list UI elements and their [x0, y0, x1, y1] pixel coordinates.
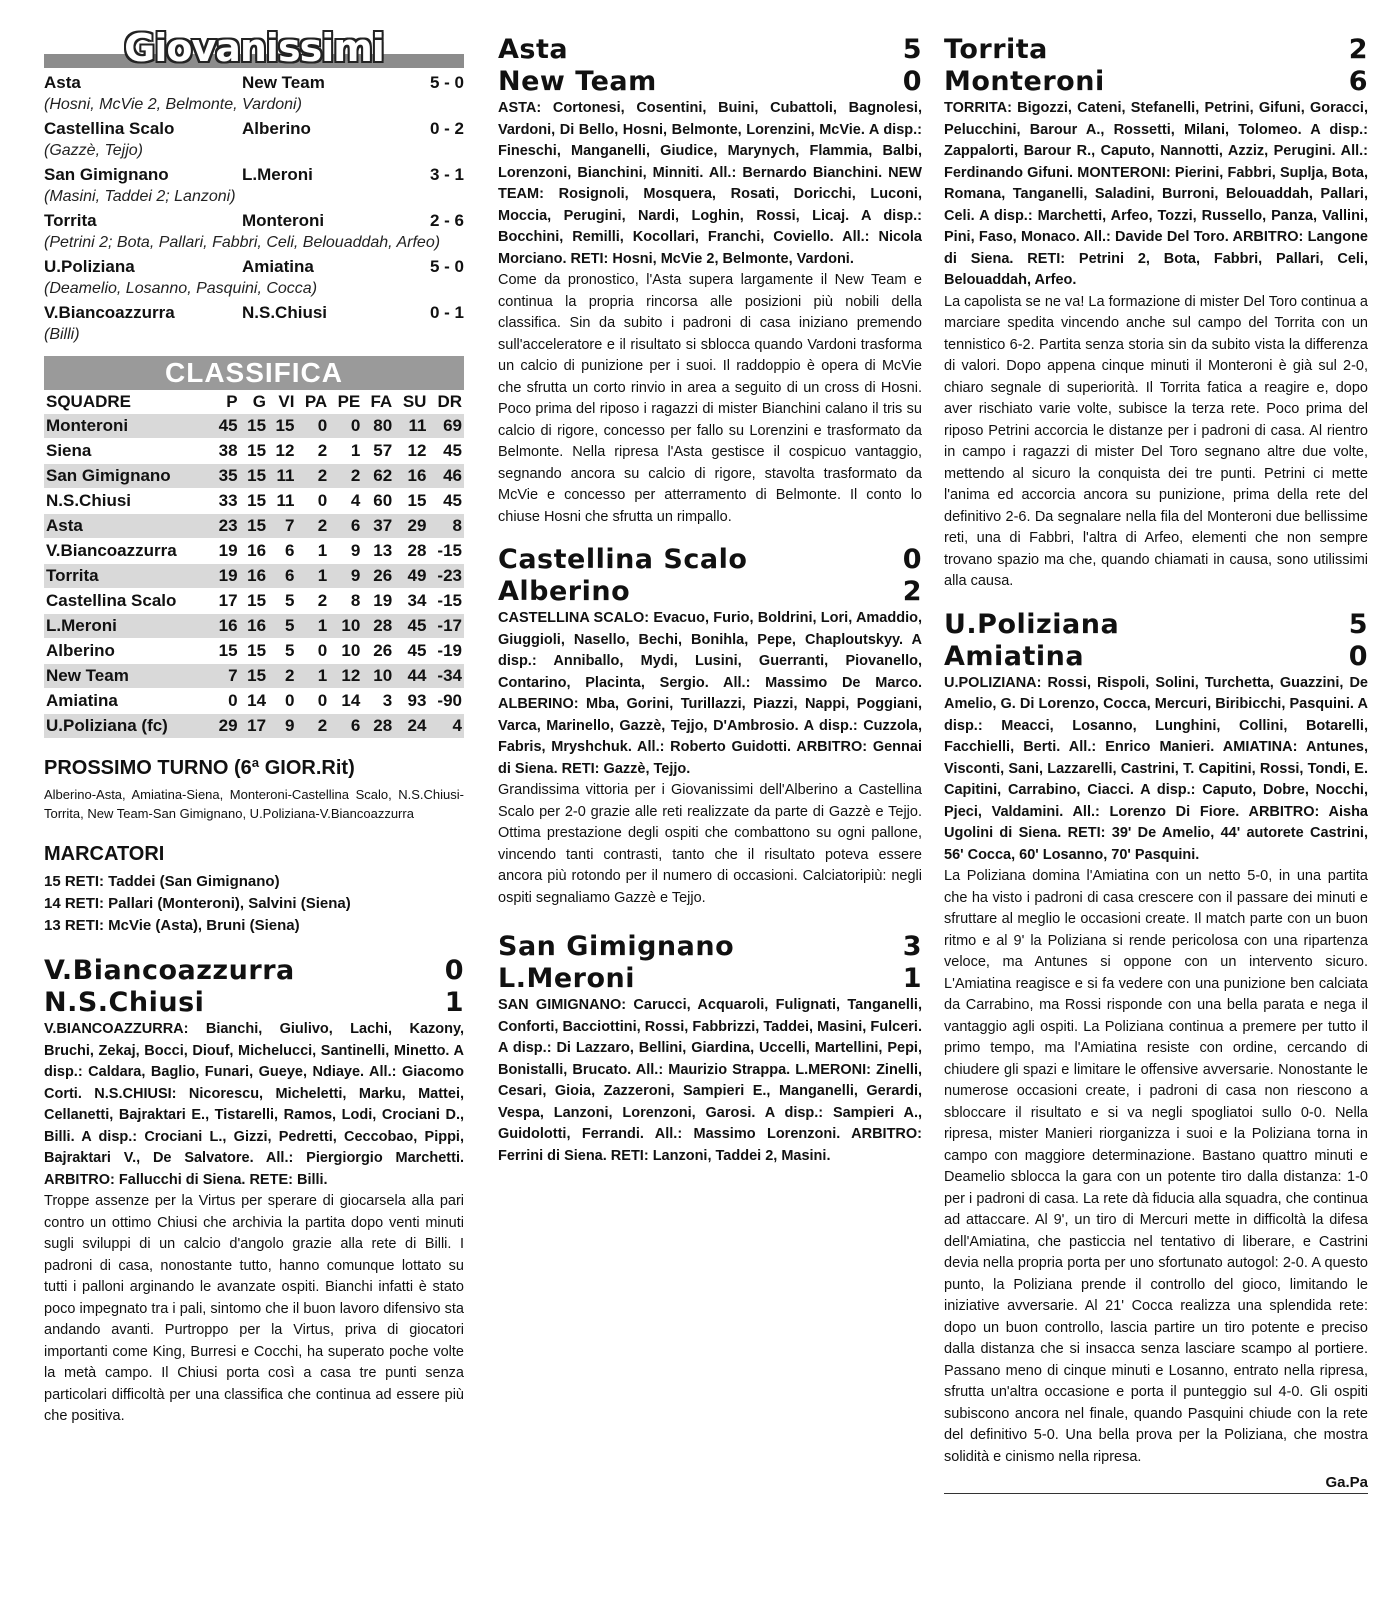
standings-cell: 80	[362, 414, 394, 439]
standings-cell: 2	[296, 464, 329, 489]
standings-cell: 9	[268, 714, 296, 739]
standings-cell: 26	[362, 564, 394, 589]
standings-cell: 45	[428, 439, 464, 464]
standings-header-cell: G	[252, 392, 267, 411]
standings-cell: 24	[394, 714, 428, 739]
standings-cell: 4	[329, 489, 362, 514]
match-away-goals: 1	[902, 963, 922, 994]
standings-row	[44, 664, 464, 689]
match-castellina-alberino	[498, 544, 922, 909]
standings-cell: 4	[428, 714, 464, 739]
standings-cell: 15	[240, 439, 268, 464]
standings-cell: 0	[296, 689, 329, 714]
standings-cell: 45	[394, 639, 428, 664]
standings-cell: 19	[211, 564, 239, 589]
result-home: San Gimignano	[44, 165, 169, 184]
standings-cell: 15	[240, 464, 268, 489]
match-report: Come da pronostico, l'Asta supera largamente il New Team e continua la propria rincorsa alle posizioni più nobili della classifica. Sin da subito i padroni di casa iniziano premendo sull'acceleratore e il risultato si sblocca quando Vardoni trasforma un calcio di punizione per i suoi. Il raddoppio è opera di McVie che sfrutta un corto rinvio in area a seguito di un cross di Hosni. Poco prima del riposo i ragazzi di mister Bianchini calano il tris su calcio di rigore, concesso per fallo su Lorenzini e trasformato da Belmonte. Nella ripresa l'Asta gestisce il cospicuo vantaggio, segnando ancora su calcio di rigore, stavolta trasformato da McVie e concesso per atterramento di Belmonte. Il conto lo chiuse Hosni che sfrutta un rimpallo.	[498, 272, 922, 525]
match-away-team: Amiatina	[944, 640, 1085, 672]
standings-row	[44, 714, 464, 739]
standings-row	[44, 614, 464, 639]
prossimo-turno-title: PROSSIMO TURNO (6ª GIOR.Rit)	[44, 757, 355, 779]
standings-cell: 11	[268, 464, 296, 489]
standings-cell: 46	[428, 464, 464, 489]
standings-row	[44, 514, 464, 539]
standings-cell: 0	[296, 414, 329, 439]
match-home-team: U.Poliziana	[944, 608, 1120, 640]
standings-row	[44, 564, 464, 589]
match-home-team: Torrita	[944, 34, 1048, 65]
match-biancoazzurra-chiusi	[44, 955, 464, 1428]
match-home-goals: 5	[902, 34, 922, 65]
result-scorers: (Petrini 2; Bota, Pallari, Fabbri, Celi, Belouaddah, Arfeo)	[44, 234, 441, 251]
match-formations: ASTA: Cortonesi, Cosentini, Buini, Cubattoli, Bagnolesi, Vardoni, Di Bello, Hosni, Belmonte, Lorenzini, McVie. A disp.: Fineschi, Manganelli, Giudice, Marynych, Flammia, Balbi, Lorenzoni, Bianchini, Minniti. All.: Bernardo Bianchini. NEW TEAM: Rosignoli, Mosquera, Rosati, Doricchi, Luconi, Moccia, Perugini, Nardi, Loghin, Rossi, Licaj. A disp.: Bocchini, Remilli, Kocollari, Franchi, Coviello. All.: Nicola Morciano. RETI: Hosni, McVie 2, Belmonte, Vardoni.	[498, 100, 922, 267]
standings-cell: 1	[329, 439, 362, 464]
result-row	[44, 210, 464, 232]
match-report: Grandissima vittoria per i Giovanissimi dell'Alberino a Castellina Scalo per 2-0 grazie alle reti realizzate da parte di Gazzè e Tejjo. Ottima prestazione degli ospiti che combattono su ogni pallone, vincendo tanti contrasti, tanto che il risultato poteva essere ancora più rotondo per il numero di occasioni. Calciatoripiù: negli ospiti segnaliamo Gazzè e Tejjo.	[498, 782, 922, 906]
standings-cell: 16	[240, 614, 268, 639]
standings-cell: 16	[240, 539, 268, 564]
standings-cell: 1	[296, 564, 329, 589]
match-formations: CASTELLINA SCALO: Evacuo, Furio, Boldrini, Lori, Amaddio, Giuggioli, Nasello, Bechi, Bonihla, Pepe, Chaploutskyy. A disp.: Anniballo, Mydi, Lusini, Guerranti, Piovanello, Contarino, Placinta, Sergio. All.: Massimo De Marco. ALBERINO: Mba, Gorini, Turillazzi, Piazzi, Nappi, Poggiani, Varca, Marinello, Gazzè, Tejjo, D'Ambrosio. A disp.: Cuzzola, Fabris, Mryshchuk. All.: Roberto Guidotti. ARBITRO: Gennai di Siena. RETI: Gazzè, Tejjo.	[498, 610, 922, 777]
standings-cell: 5	[268, 589, 296, 614]
signature: Ga.Pa	[944, 1474, 1368, 1494]
standings-cell: -17	[428, 614, 464, 639]
standings-cell: 93	[394, 689, 428, 714]
match-home-row	[44, 955, 464, 987]
standings-cell: 37	[362, 514, 394, 539]
standings-cell: 16	[240, 564, 268, 589]
standings-row	[44, 639, 464, 664]
standings-cell: 5	[268, 639, 296, 664]
standings-cell: 17	[211, 589, 239, 614]
standings-team: Siena	[44, 439, 211, 464]
match-home-row	[498, 34, 922, 66]
standings-cell: 29	[394, 514, 428, 539]
standings-header-cell: PE	[337, 392, 361, 411]
column-middle	[498, 34, 922, 1183]
standings-cell: 57	[362, 439, 394, 464]
marcatore-line: 15 RETI: Taddei (San Gimignano)	[44, 873, 280, 890]
marcatori-list	[44, 871, 464, 937]
standings-cell: 11	[394, 414, 428, 439]
match-home-row	[498, 931, 922, 963]
standings-cell: 12	[394, 439, 428, 464]
standings-team: Asta	[44, 514, 211, 539]
result-scorers: (Billi)	[44, 326, 80, 343]
match-home-goals: 5	[1348, 608, 1368, 640]
match-away-team: L.Meroni	[498, 963, 635, 994]
standings-team: Torrita	[44, 564, 211, 589]
standings-cell: 1	[296, 614, 329, 639]
standings-cell: -34	[428, 664, 464, 689]
standings-team: San Gimignano	[44, 464, 211, 489]
result-home: Asta	[44, 73, 81, 92]
standings-cell: 6	[268, 564, 296, 589]
standings-cell: 0	[296, 489, 329, 514]
standings-cell: 5	[268, 614, 296, 639]
standings-cell: 35	[211, 464, 239, 489]
standings-cell: 15	[240, 664, 268, 689]
standings-cell: 6	[329, 514, 362, 539]
result-row	[44, 164, 464, 186]
match-report: La Poliziana domina l'Amiatina con un netto 5-0, in una partita che ha visto i padroni di casa crescere con il passare dei minuti e sfruttare al meglio le occasioni create. Il match parte con un buon ritmo e al 9' la Poliziana si rende pericolosa con una ripartenza veloce, ma Antunes si oppone con un intervento sicuro. L'Amiatina reagisce e si fa vedere con una punizione ben calciata da Carrabino, ma Rossi risponde con una bella parata e nega il vantaggio agli ospiti. La Poliziana continua a premere per tutto il primo tempo, ma l'Amiatina resiste con ordine, cercando di chiudere gli spazi e limitare le offensive avversarie. Nonostante le numerose occasioni create, i padroni di casa non riescono a sbloccare il risultato e si va negli spogliatoi sullo 0-0. Nella ripresa, mister Manieri riorganizza i suoi e la Poliziana torna in campo con maggiore determinazione. Bastano quattro minuti e Deamelio sblocca la gara con un potente tiro dalla distanza: 1-0 per i padroni di casa. La rete dà fiducia alla squadra, che continua ad attaccare. Al 9', un tiro di Mercuri mette in difficoltà la difesa dell'Amiatina, che pasticcia nel tentativo di liberare, e Castrini devia nella propria porta per uno sfortunato autogol: 2-0. A questo punto, la Poliziana prende il controllo del gioco, limitando le iniziative avversarie. Al 21' Cocca realizza una splendida rete: dopo un buon controllo, lascia partire un tiro potente e preciso dalla distanza che si insacca senza lasciare scampo al portiere. Passano meno di cinque minuti e Losanno, entrato nella ripresa, sfrutta un'altra occasione e porta il punteggio sul 4-0. Gli ospiti subiscono ancora nel finale, quando Pasquini chiude con la rete del definitivo 5-0. Una bella prova per la Poliziana, che mostra solidità e cinismo nella ripresa.	[944, 868, 1368, 1465]
standings-cell: 26	[362, 639, 394, 664]
result-score: 3 - 1	[429, 165, 464, 184]
standings-cell: -90	[428, 689, 464, 714]
results-list	[44, 72, 464, 346]
result-away: Amiatina	[242, 257, 314, 276]
match-away-team: Alberino	[498, 576, 631, 607]
result-score: 5 - 0	[429, 73, 464, 92]
result-row	[44, 72, 464, 94]
standings-cell: -23	[428, 564, 464, 589]
standings-cell: 15	[394, 489, 428, 514]
standings-cell: 49	[394, 564, 428, 589]
standings-team: U.Poliziana (fc)	[44, 714, 211, 739]
match-away-goals: 0	[1348, 640, 1368, 672]
standings-cell: 10	[329, 614, 362, 639]
standings-cell: 23	[211, 514, 239, 539]
standings-row	[44, 489, 464, 514]
standings-cell: 1	[296, 539, 329, 564]
standings-row	[44, 439, 464, 464]
standings-cell: 2	[296, 589, 329, 614]
result-scorers: (Masini, Taddei 2; Lanzoni)	[44, 188, 236, 205]
standings-cell: 28	[362, 614, 394, 639]
result-away: Alberino	[242, 119, 311, 138]
standings-cell: 15	[268, 414, 296, 439]
standings-team: L.Meroni	[44, 614, 211, 639]
standings-header-row	[44, 390, 464, 414]
standings-cell: 60	[362, 489, 394, 514]
standings-row	[44, 414, 464, 439]
match-away-goals: 0	[902, 66, 922, 97]
standings-team: Monteroni	[44, 414, 211, 439]
standings-header-cell: SQUADRE	[46, 392, 132, 411]
standings-team: Castellina Scalo	[44, 589, 211, 614]
standings-cell: 11	[268, 489, 296, 514]
result-scorers: (Deamelio, Losanno, Pasquini, Cocca)	[44, 280, 318, 297]
match-away-row	[944, 66, 1368, 98]
standings-header-cell: P	[226, 392, 238, 411]
result-score: 5 - 0	[429, 257, 464, 276]
result-home: V.Biancoazzurra	[44, 303, 175, 322]
standings-cell: 6	[268, 539, 296, 564]
standings-cell: 2	[329, 464, 362, 489]
standings-cell: 1	[296, 664, 329, 689]
standings-cell: 0	[296, 639, 329, 664]
standings-team: Amiatina	[44, 689, 211, 714]
match-away-goals: 1	[444, 987, 464, 1018]
match-away-row	[498, 576, 922, 608]
match-away-team: N.S.Chiusi	[44, 987, 205, 1018]
standings-cell: 69	[428, 414, 464, 439]
match-formations: U.POLIZIANA: Rossi, Rispoli, Solini, Turchetta, Guazzini, De Amelio, G. Di Lorenzo, Cocca, Mercuri, Biribicchi, Pasquini. A disp.: Meacci, Losanno, Lunghini, Collini, Botarelli, Facchielli, Berti. All.: Enrico Manieri. AMIATINA: Antunes, Visconti, Sani, Lazzarelli, Castrini, T. Capitini, Rossi, Tondi, E. Capitini, Carrabino, Ciacci. A disp.: Caputo, Dobre, Nocchi, Pjeci, Valdamini. All.: Lorenzo Di Fiore. ARBITRO: Aisha Ugolini di Siena. RETI: 39' De Amelio, 44' autorete Castrini, 56' Cocca, 60' Losanno, 70' Pasquini.	[944, 674, 1368, 863]
result-away: Monteroni	[242, 211, 325, 230]
match-home-row	[498, 544, 922, 576]
standings-cell: 44	[394, 664, 428, 689]
match-away-team: Monteroni	[944, 66, 1105, 97]
standings-cell: 15	[211, 639, 239, 664]
standings-cell: 15	[240, 639, 268, 664]
result-row	[44, 302, 464, 324]
column-left	[44, 28, 464, 1444]
match-away-row	[44, 987, 464, 1019]
match-home-goals: 0	[444, 955, 464, 986]
standings-cell: 14	[329, 689, 362, 714]
standings-row	[44, 539, 464, 564]
match-home-goals: 0	[902, 544, 922, 575]
standings-team: Alberino	[44, 639, 211, 664]
standings-cell: 15	[240, 489, 268, 514]
standings-cell: 38	[211, 439, 239, 464]
result-score: 0 - 2	[429, 119, 464, 138]
match-home-team: Asta	[498, 34, 569, 65]
standings-cell: 7	[268, 514, 296, 539]
match-formations: V.BIANCOAZZURRA: Bianchi, Giulivo, Lachi, Kazony, Bruchi, Zekaj, Bocci, Diouf, Michelucci, Santinelli, Minetto. A disp.: Caldara, Baglio, Funari, Gueye, Ndiaye. All.: Giacomo Corti. N.S.CHIUSI: Nicorescu, Micheletti, Marku, Mattei, Cellanetti, Bajraktari E., Tistarelli, Ramos, Lodi, Crociani D., Billi. A disp.: Crociani L., Gizzi, Pedretti, Ceccobao, Pippi, Bajraktari V., De Salvatore. All.: Piergiorgio Marchetti. ARBITRO: Fallucchi di Siena. RETE: Billi.	[44, 1021, 464, 1188]
result-home: Castellina Scalo	[44, 119, 175, 138]
standings-table	[44, 390, 464, 739]
standings-team: V.Biancoazzurra	[44, 539, 211, 564]
standings-cell: -15	[428, 589, 464, 614]
standings-team: New Team	[44, 664, 211, 689]
standings-cell: 6	[329, 714, 362, 739]
match-poliziana-amiatina	[944, 609, 1368, 1469]
standings-cell: 0	[268, 689, 296, 714]
standings-cell: 19	[211, 539, 239, 564]
standings-cell: 2	[268, 664, 296, 689]
standings-cell: 10	[329, 639, 362, 664]
match-home-row	[944, 34, 1368, 66]
standings-cell: 19	[362, 589, 394, 614]
standings-cell: 34	[394, 589, 428, 614]
standings-cell: 28	[362, 714, 394, 739]
standings-cell: 29	[211, 714, 239, 739]
result-scorers: (Hosni, McVie 2, Belmonte, Vardoni)	[44, 96, 302, 113]
standings-cell: 45	[394, 614, 428, 639]
match-report: La capolista se ne va! La formazione di mister Del Toro continua a marciare spedita vincendo anche sul campo del Torrita con un tennistico 6-2. Partita senza storia sin da subito vista la differenza di valori. Dopo appena cinque minuti il Monteroni è già sul 2-0, chiaro segnale di superiorità. Il Torrita fatica a reagire e, dopo aver rischiato varie volte, subisce la terza rete. Poco prima del riposo Petrini accorcia le distanze per i padroni di casa. Al rientro in campo i ragazzi di mister Del Toro segnano altre due volte, mettendo al sicuro la conquista dei tre punti. Petrini ci mette l'anima ed accorcia ancora su punizione, prima della rete del definitivo 2-6. Da segnalare nella fila del Monteroni due bellissime reti, una di Fabbri, l'altra di Arfeo, elementi che non sempre trovano spazio ma che, quando chiamati in causa, sono utilissimi alla causa.	[944, 293, 1368, 589]
result-away: N.S.Chiusi	[242, 303, 328, 322]
standings-cell: 0	[211, 689, 239, 714]
standings-cell: 2	[296, 439, 329, 464]
standings-cell: 45	[428, 489, 464, 514]
result-home: Torrita	[44, 211, 97, 230]
standings-cell: 3	[362, 689, 394, 714]
standings-cell: 62	[362, 464, 394, 489]
result-score: 0 - 1	[429, 303, 464, 322]
standings-header-cell: FA	[370, 392, 393, 411]
standings-header-cell: VI	[278, 392, 295, 411]
match-home-team: V.Biancoazzurra	[44, 955, 295, 986]
result-row	[44, 118, 464, 140]
match-report: Troppe assenze per la Virtus per sperare di giocarsela alla pari contro un ottimo Chiusi che archivia la partita dopo venti minuti sugli sviluppi di un calcio d'angolo grazie alla rete di Billi. I padroni di casa, nonostante tutto, hanno comunque lottato su tutti i palloni arginando le avanzate ospiti. Bianchi infatti è stato poco impegnato tra i pali, sintomo che il buon lavoro difensivo sta andando avanti. Purtroppo per la Virtus, priva di giocatori importanti come King, Burresi e Cocchi, ha superato poche volte la metà campo. Il Chiusi porta così a casa tre punti senza particolari difficoltà per una classifica che continua ad essere più che positiva.	[44, 1193, 464, 1424]
standings-row	[44, 464, 464, 489]
standings-cell: 8	[329, 589, 362, 614]
marcatori-title: MARCATORI	[44, 843, 165, 865]
standings-cell: 16	[211, 614, 239, 639]
match-away-row	[498, 66, 922, 98]
standings-cell: 8	[428, 514, 464, 539]
standings-cell: 17	[240, 714, 268, 739]
standings-header-cell: SU	[402, 392, 427, 411]
match-away-goals: 6	[1348, 66, 1368, 97]
result-away: L.Meroni	[242, 165, 313, 184]
standings-cell: 7	[211, 664, 239, 689]
standings-cell: 12	[329, 664, 362, 689]
result-home: U.Poliziana	[44, 257, 135, 276]
standings-row	[44, 689, 464, 714]
standings-cell: 28	[394, 539, 428, 564]
standings-cell: 15	[240, 589, 268, 614]
column-right	[944, 34, 1368, 1494]
standings-header-cell: PA	[304, 392, 328, 411]
standings-cell: 15	[240, 414, 268, 439]
giovanissimi-header	[44, 28, 464, 68]
match-asta-newteam	[498, 34, 922, 528]
match-home-goals: 3	[902, 931, 922, 962]
match-torrita-monteroni	[944, 34, 1368, 593]
match-home-team: Castellina Scalo	[498, 544, 748, 575]
match-away-row	[944, 641, 1368, 673]
classifica-title: CLASSIFICA	[44, 356, 464, 390]
match-formations: SAN GIMIGNANO: Carucci, Acquaroli, Fulignati, Tanganelli, Conforti, Bacciottini, Rossi, Fabbrizzi, Taddei, Masini, Fulceri. A disp.: Di Lazzaro, Bellini, Giardina, Uccelli, Martellini, Pepi, Bonistalli, Brucato. All.: Maurizio Strappa. L.MERONI: Zinelli, Cesari, Gioia, Zazzeroni, Sampieri E., Manganelli, Gerardi, Vespa, Lanzoni, Lorenzoni, Garosi. A disp.: Sampieri A., Guidolotti, Ferrandi. All.: Massimo Lorenzoni. ARBITRO: Ferrini di Siena. RETI: Lanzoni, Taddei 2, Masini.	[498, 997, 922, 1164]
result-away: New Team	[242, 73, 325, 92]
standings-cell: 10	[362, 664, 394, 689]
standings-cell: 0	[329, 414, 362, 439]
match-away-team: New Team	[498, 66, 657, 97]
match-away-row	[498, 963, 922, 995]
standings-header-cell: DR	[437, 392, 462, 411]
match-home-team: San Gimignano	[498, 931, 735, 962]
standings-cell: 9	[329, 539, 362, 564]
standings-cell: 9	[329, 564, 362, 589]
match-home-goals: 2	[1348, 34, 1368, 65]
standings-cell: 45	[211, 414, 239, 439]
match-away-goals: 2	[902, 576, 922, 607]
standings-cell: 14	[240, 689, 268, 714]
standings-cell: 33	[211, 489, 239, 514]
standings-cell: 12	[268, 439, 296, 464]
standings-cell: 2	[296, 714, 329, 739]
result-score: 2 - 6	[429, 211, 464, 230]
standings-cell: -19	[428, 639, 464, 664]
standings-body	[44, 414, 464, 739]
standings-cell: -15	[428, 539, 464, 564]
match-home-row	[944, 609, 1368, 641]
giovanissimi-title: Giovanissimi	[124, 26, 384, 70]
match-formations: TORRITA: Bigozzi, Cateni, Stefanelli, Petrini, Gifuni, Goracci, Pelucchini, Barour A., Rossetti, Milani, Tolomeo. A disp.: Zappalorti, Barour R., Caputo, Nannotti, Azziz, Perugini. All.: Ferdinando Gifuni. MONTERONI: Pierini, Fabbri, Suplja, Bota, Romana, Tanganelli, Saladini, Burroni, Belouaddah, Pallari, Celi. A disp.: Marchetti, Arfeo, Tozzi, Russello, Panza, Vallini, Pini, Faso, Monaco. All.: Davide Del Toro. ARBITRO: Langone di Siena. RETI: Petrini 2, Bota, Fabbri, Pallari, Celi, Belouaddah, Arfeo.	[944, 100, 1368, 288]
prossimo-turno-text: Alberino-Asta, Amiatina-Siena, Monteroni-Castellina Scalo, N.S.Chiusi-Torrita, New Team-San Gimignano, U.Poliziana-V.Biancoazzurra	[44, 787, 464, 821]
standings-cell: 15	[240, 514, 268, 539]
result-row	[44, 256, 464, 278]
standings-cell: 2	[296, 514, 329, 539]
standings-cell: 16	[394, 464, 428, 489]
standings-row	[44, 589, 464, 614]
match-sangimignano-meroni	[498, 931, 922, 1167]
standings-cell: 13	[362, 539, 394, 564]
marcatore-line: 13 RETI: McVie (Asta), Bruni (Siena)	[44, 917, 300, 934]
marcatore-line: 14 RETI: Pallari (Monteroni), Salvini (Siena)	[44, 895, 351, 912]
result-scorers: (Gazzè, Tejjo)	[44, 142, 143, 159]
standings-team: N.S.Chiusi	[44, 489, 211, 514]
